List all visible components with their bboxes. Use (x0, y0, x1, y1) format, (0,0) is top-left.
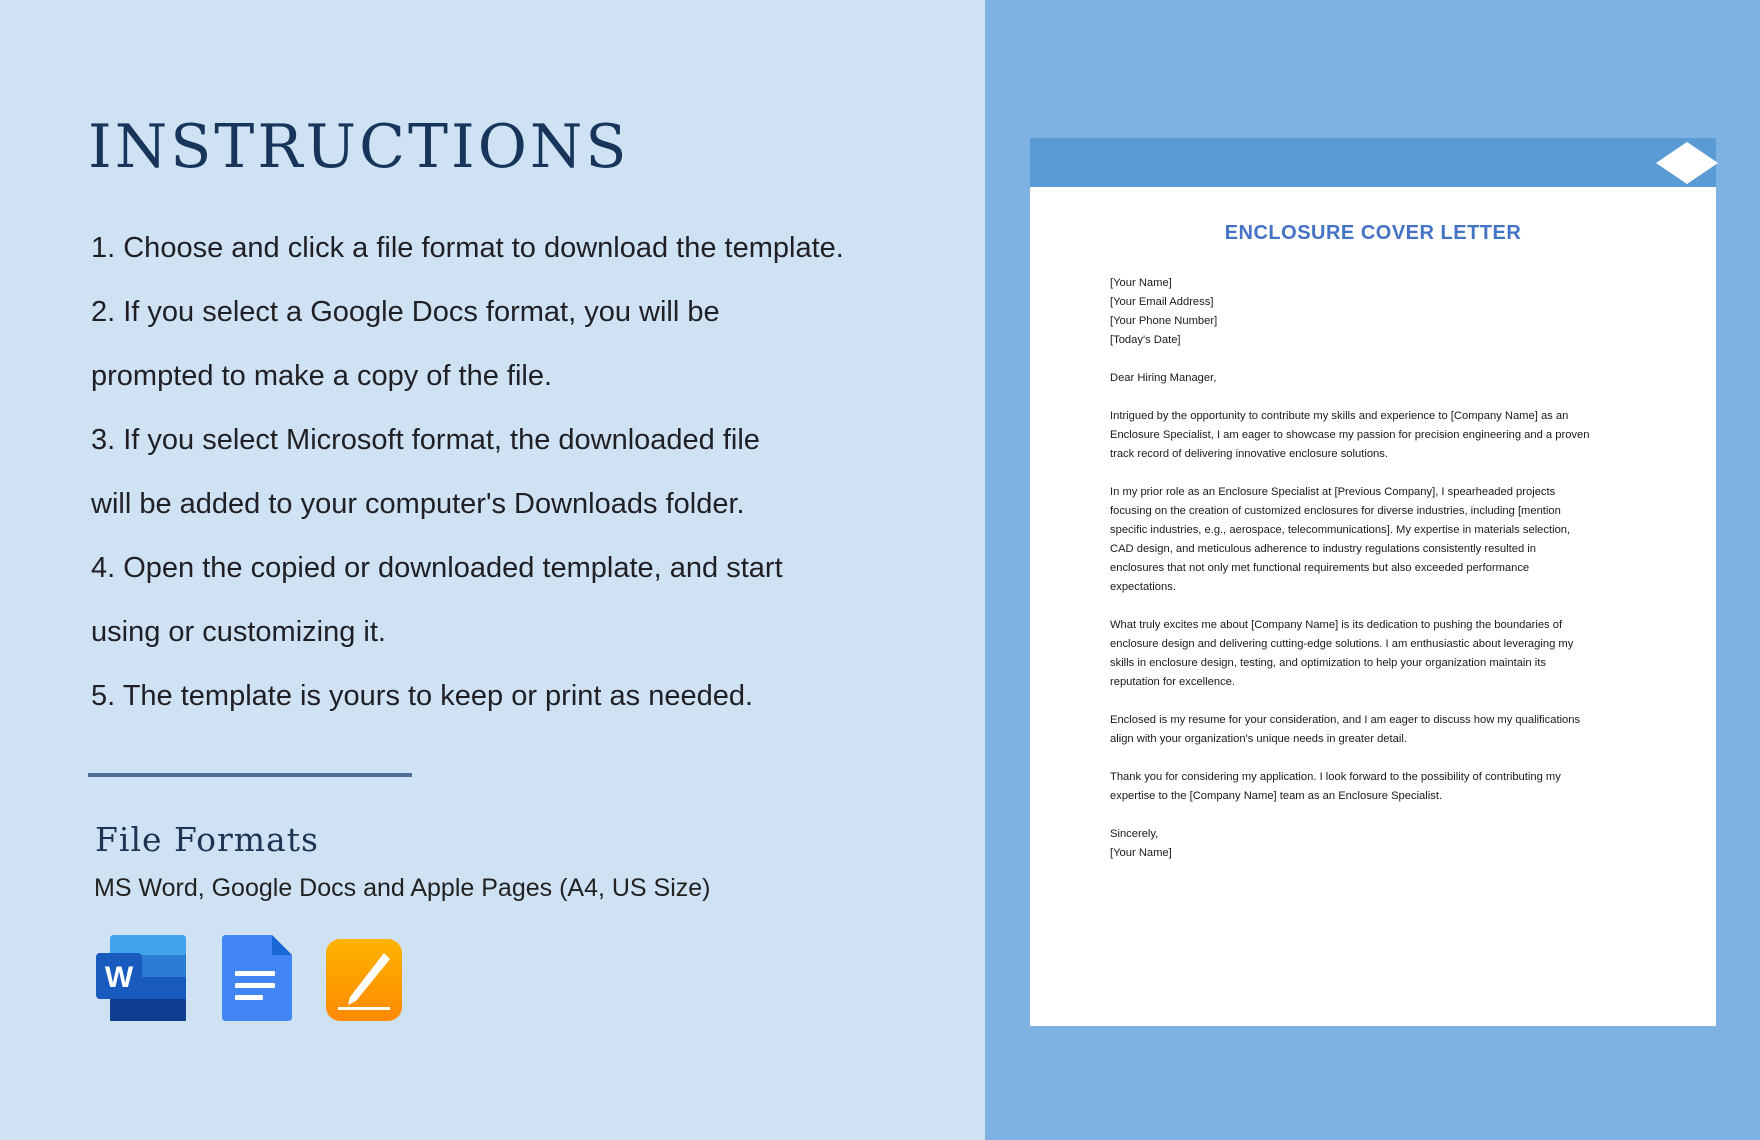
salutation (1110, 369, 1670, 388)
file-formats-title: File Formats (95, 820, 319, 859)
file-format-icons (96, 935, 436, 1025)
step-line: 4. Open the copied or downloaded template, and start (91, 552, 783, 584)
step-line: 3. If you select Microsoft format, the downloaded file (91, 424, 760, 456)
salutation-text: Dear Hiring Manager, (1110, 372, 1217, 384)
signature-name: [Your Name] (1110, 847, 1172, 859)
step-line: using or customizing it. (91, 616, 386, 648)
text-line: expertise to the [Company Name] team as an Enclosure Specialist. (1110, 790, 1443, 802)
text-line: skills in enclosure design, testing, and optimization to help your organization maintain its (1110, 657, 1546, 669)
sender-phone: [Your Phone Number] (1110, 315, 1218, 327)
paragraph-3 (1110, 616, 1670, 692)
text-line: focusing on the creation of customized enclosures for diverse industries, including [mention (1110, 505, 1561, 517)
letter-body (1110, 274, 1670, 882)
text-line: Thank you for considering my application. I look forward to the possibility of contributing my (1110, 771, 1561, 783)
closing-text: Sincerely, (1110, 828, 1159, 840)
sender-name: [Your Name] (1110, 277, 1172, 289)
paragraph-4 (1110, 711, 1670, 749)
text-line: Enclosed is my resume for your consideration, and I am eager to discuss how my qualifications (1110, 714, 1581, 726)
section-divider (88, 773, 412, 777)
letter-title: ENCLOSURE COVER LETTER (1224, 222, 1522, 244)
text-line: align with your organization's unique needs in greater detail. (1110, 733, 1407, 745)
letter-preview-page (1030, 138, 1716, 1026)
step-line: 2. If you select a Google Docs format, you will be (91, 296, 720, 328)
text-line: What truly excites me about [Company Name] is its dedication to pushing the boundaries of (1110, 619, 1563, 631)
text-line: expectations. (1110, 581, 1176, 593)
file-formats-description: MS Word, Google Docs and Apple Pages (A4, US Size) (94, 874, 711, 902)
paragraph-5 (1110, 768, 1670, 806)
text-line: track record of delivering innovative enclosure solutions. (1110, 448, 1388, 460)
instructions-heading: INSTRUCTIONS (88, 112, 630, 182)
apple-pages-icon[interactable] (326, 939, 402, 1025)
text-line: enclosures that not only met functional requirements but also exceeded performance (1110, 562, 1530, 574)
instruction-steps (91, 222, 951, 734)
step-line: 1. Choose and click a file format to download the template. (91, 232, 844, 264)
paragraph-2 (1110, 483, 1670, 597)
sender-info (1110, 274, 1670, 350)
google-docs-icon[interactable] (222, 935, 292, 1025)
paragraph-1 (1110, 407, 1670, 464)
text-line: specific industries, e.g., aerospace, telecommunications]. My expertise in materials selection, (1110, 524, 1571, 536)
closing (1110, 825, 1670, 863)
letter-date: [Today's Date] (1110, 334, 1181, 346)
ms-word-icon[interactable] (96, 935, 188, 1025)
text-line: In my prior role as an Enclosure Specialist at [Previous Company], I spearheaded projects (1110, 486, 1556, 498)
step-line: prompted to make a copy of the file. (91, 360, 553, 392)
sender-email: [Your Email Address] (1110, 296, 1214, 308)
text-line: reputation for excellence. (1110, 676, 1236, 688)
step-line: will be added to your computer's Downloads folder. (91, 488, 745, 520)
text-line: CAD design, and meticulous adherence to industry regulations consistently resulted in (1110, 543, 1536, 555)
text-line: enclosure design and delivering cutting-edge solutions. I am enthusiastic about leveraging my (1110, 638, 1574, 650)
page-header-band (1030, 138, 1716, 187)
svg-text:W: W (104, 961, 134, 994)
step-line: 5. The template is yours to keep or print as needed. (91, 680, 754, 712)
text-line: Intrigued by the opportunity to contribute my skills and experience to [Company Name] as an (1110, 410, 1569, 422)
text-line: Enclosure Specialist, I am eager to showcase my passion for precision engineering and a proven (1110, 429, 1590, 441)
